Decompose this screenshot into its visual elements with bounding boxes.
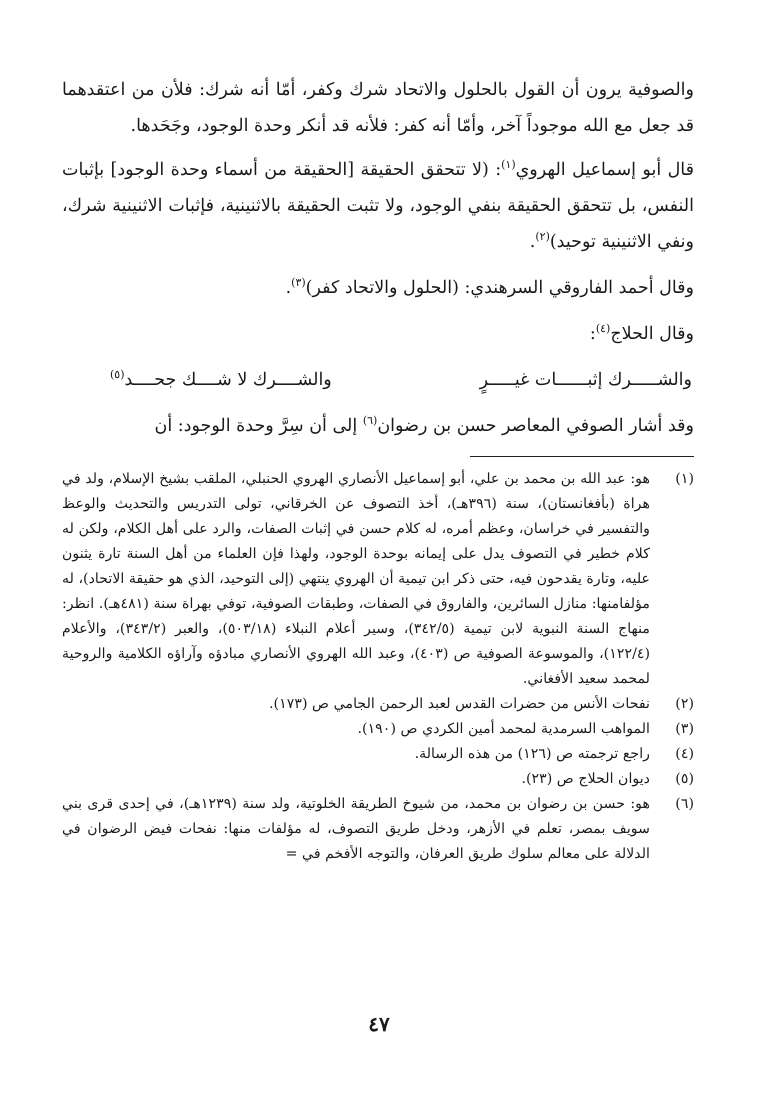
footnote-item	[62, 692, 694, 717]
footnote-text: المواهب السرمدية لمحمد أمين الكردي ص (١٩٠).	[357, 721, 650, 737]
footnote-number: (٢)	[675, 696, 694, 712]
footnote-ref-6: (٦)	[362, 414, 378, 428]
paragraph-3-text: وقال أحمد الفاروقي السرهندي: (الحلول والاتحاد كفر)	[305, 278, 694, 298]
footnote-number: (١)	[675, 471, 694, 487]
paragraph-5-text-end: إلى أن سِرَّ وحدة الوجود: أن	[154, 416, 363, 436]
footnote-ref-2: (٢)	[535, 230, 550, 244]
main-text	[62, 72, 694, 444]
footnote-item	[62, 467, 694, 692]
footnote-item	[62, 742, 694, 767]
footnote-text: راجع ترجمته ص (١٢٦) من هذه الرسالة.	[414, 746, 650, 762]
footnotes	[62, 467, 694, 867]
footnote-ref-3: (٣)	[291, 276, 306, 290]
paragraph-2-end: .	[529, 232, 536, 252]
footnote-text: نفحات الأنس من حضرات القدس لعبد الرحمن الجامي ص (١٧٣).	[269, 696, 650, 712]
paragraph-3	[62, 270, 694, 306]
footnote-number: (٤)	[675, 746, 694, 762]
footnote-ref-5: (٥)	[110, 368, 125, 382]
footnote-item	[62, 767, 694, 792]
footnote-number: (٣)	[675, 721, 694, 737]
footnote-ref-4: (٤)	[595, 322, 611, 336]
paragraph-1: والصوفية يرون أن القول بالحلول والاتحاد شرك وكفر، أمّا أنه شرك: فلأن من اعتقدهما قد جعل مع الله موجوداً آخر، وأمّا أنه كفر: فلأنه قد أنكر وحدة الوجود، وجَحَدها.	[62, 80, 694, 136]
footnote-separator	[470, 456, 694, 457]
page-number: ٤٧	[368, 1012, 390, 1036]
footnote-item	[62, 792, 694, 867]
footnote-item	[62, 717, 694, 742]
verse-second-hemistich	[110, 362, 332, 398]
footnote-text: ديوان الحلاج ص (٢٣).	[521, 771, 650, 787]
paragraph-2-text: قال أبو إسماعيل الهروي	[515, 160, 694, 180]
footnote-number: (٦)	[675, 796, 694, 812]
paragraph-2	[62, 152, 694, 260]
footnote-text: هو: عبد الله بن محمد بن علي، أبو إسماعيل الأنصاري الهروي الحنبلي، الملقب بشيخ الإسلام، ولد في هراة (بأفغانستان)، سنة (٣٩٦هـ)، أخذ التصوف عن الخرقاني، تولى التدريس والتحديث والوعظ والتفسير في خراسان، وعظم أمره، له كلام حسن في إثبات الصفات، والرد على أهل الكلام، ولكن له كلام خطير في التصوف يدل على إيمانه بوحدة الوجود، ولهذا فإن العلماء من أهل السنة تارة يثنون عليه، وتارة يقدحون فيه، حتى ذكر ابن تيمية أن الهروي ينتهي (إلى التوحيد، الذي هو حقيقة الاتحاد)، له مؤلفامنها: منازل السائرين، والفاروق في الصفات، وطبقات الصوفية، توفي بهراة سنة (٤٨١هـ). انظر: منهاج السنة النبوية لابن تيمية (٣٤٢/٥)، وسير أعلام النبلاء (٥٠٣/١٨)، والعبر (٣٤٣/٢)، والأعلام (١٢٢/٤)، والموسوعة الصوفية ص (٤٠٣)، وعبد الله الهروي الأنصاري مبادؤه وآراؤه الكلامية والروحية لمحمد سعيد الأفغاني.	[62, 471, 651, 687]
verse-second-text: والشــــرك لا شــــك جحــــد	[124, 370, 332, 390]
paragraph-4-text: وقال الحلاج	[610, 324, 694, 344]
poem-verse	[62, 362, 694, 398]
paragraph-4-end: :	[589, 324, 596, 344]
footnote-number: (٥)	[675, 771, 694, 787]
paragraph-4	[62, 316, 694, 352]
book-page	[62, 72, 694, 867]
paragraph-5-text: وقد أشار الصوفي المعاصر حسن بن رضوان	[377, 416, 694, 436]
paragraph-2-quote: : (لا تتحقق الحقيقة [الحقيقة من أسماء وحدة الوجود] بإثبات النفس، بل تتحقق الحقيقة بنفي الوجود، ولا تثبت الحقيقة بالاثنينية، فإثبات الاثنينية شرك، ونفي الاثنينية توحيد)	[62, 160, 694, 252]
footnote-text: هو: حسن بن رضوان بن محمد، من شيوخ الطريقة الخلوتية، ولد سنة (١٢٣٩هـ)، في إحدى قرى بني سويف بمصر، تعلم في الأزهر، ودخل طريق التصوف، له مؤلفات منها: نفحات فيض الرضوان في الدلالة على معالم سلوك طريق العرفان، والتوجه الأفخم في =	[62, 796, 650, 862]
paragraph-5	[62, 408, 694, 444]
paragraph-3-end: .	[285, 278, 292, 298]
footnote-ref-1: (١)	[501, 158, 516, 172]
verse-first-hemistich: والشـــــرك إثبــــــات غيـــــرٍ	[479, 370, 692, 390]
